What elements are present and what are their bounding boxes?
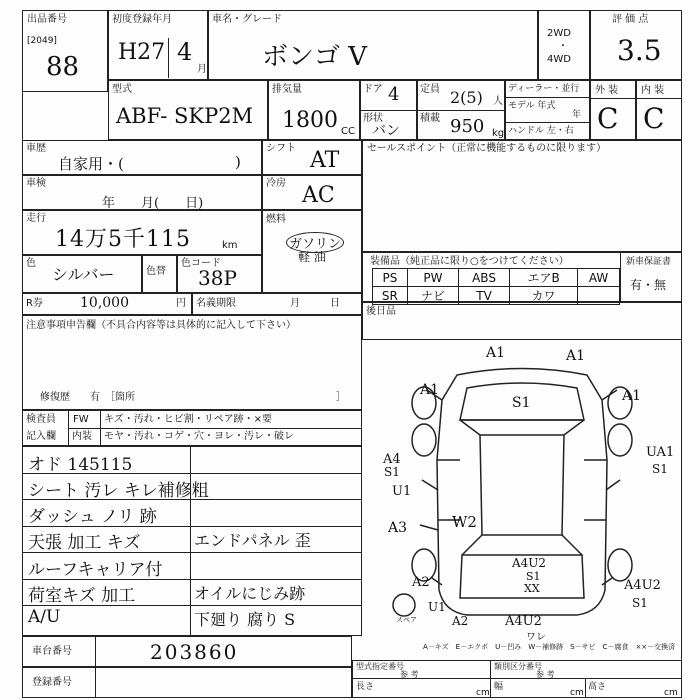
equip-sr: SR: [373, 287, 408, 305]
mark-11: A3: [388, 520, 408, 536]
inspector-line-1: キズ・汚れ・ヒビ割・リペア跡・×要: [104, 414, 272, 425]
height-unit: cm: [664, 688, 678, 698]
length-label: 長さ: [356, 682, 375, 692]
repair-label: 修復歴: [40, 392, 70, 403]
shift-value: AT: [310, 148, 340, 173]
mark-5: A1: [622, 388, 642, 404]
equip-leather: カワ: [510, 287, 578, 305]
shaken-value: 年 月( 日): [102, 196, 204, 211]
cc-unit: CC: [341, 126, 355, 137]
note-line-1: オド 145115: [28, 455, 133, 475]
model-value: ABF- SKP2M: [116, 104, 254, 128]
fuel-other: 軽 油: [298, 250, 326, 264]
equip-airbag: エアB: [510, 269, 578, 287]
equip-ps: PS: [373, 269, 408, 287]
mark-8: S1: [384, 465, 400, 479]
notes-label: 注意事項申告欄（不具合内容等は具体的に記入して下さい）: [26, 320, 296, 331]
inspector-tag-fw: FW: [73, 414, 89, 425]
note-line-2: シート 汚レ キレ補修粗: [28, 481, 209, 501]
note-line-3: ダッシュ ノリ 跡: [28, 507, 157, 527]
mark-18: S1: [632, 596, 648, 610]
chassis-value: 203860: [150, 640, 239, 664]
mileage-label: 走行: [26, 213, 46, 224]
doors-label: ドア: [363, 84, 383, 95]
interior-label: 内 装: [641, 85, 665, 96]
model-label: 型式: [112, 84, 132, 95]
drive-dot: ・: [558, 41, 568, 52]
mark-10: S1: [652, 462, 668, 476]
mark-3: S1: [512, 395, 531, 411]
mark-20: A2: [452, 614, 469, 628]
handle-label: ハンドル 左・右: [508, 126, 574, 136]
spec-number-label: 型式指定番号: [356, 662, 404, 671]
first-reg-year: H27: [118, 40, 166, 65]
year-unit: 年: [572, 110, 582, 120]
history-value: 自家用・(: [58, 155, 124, 173]
mileage-value: 14万5千115: [55, 227, 191, 252]
drive-2wd: 2WD: [547, 28, 571, 39]
capacity-value: 2(5): [450, 88, 483, 107]
color-swatch-label: 色替: [146, 266, 166, 277]
registration-label: 登録番号: [32, 677, 72, 688]
shift-label: シフト: [266, 143, 296, 154]
length-unit: cm: [476, 688, 490, 698]
history-label: 車歴: [26, 143, 46, 154]
mark-13: A2: [412, 575, 430, 590]
lot-number-label: 出品番号: [27, 14, 67, 25]
equip-pw: PW: [407, 269, 458, 287]
history-paren: ): [235, 153, 241, 171]
note-divider: [190, 446, 191, 636]
fuel-label: 燃料: [266, 214, 286, 225]
width-label: 幅: [494, 682, 504, 692]
mark-15: S1: [526, 570, 541, 583]
sales-point-cell: [362, 140, 682, 252]
mark-1: A1: [486, 345, 506, 361]
inspector-label-1: 検査員: [26, 414, 56, 425]
ac-value: AC: [302, 183, 335, 208]
chassis-label: 車台番号: [32, 646, 72, 657]
kg-unit: kg: [492, 128, 505, 139]
shaken-label: 車検: [26, 178, 46, 189]
doors-value: 4: [388, 84, 400, 105]
mark-12: W2: [452, 513, 477, 531]
mark-7: U1: [392, 484, 412, 499]
displacement-value: 1800: [282, 108, 338, 133]
drive-4wd: 4WD: [547, 54, 571, 65]
note-right-1: エンドパネル 歪: [194, 531, 311, 550]
color-label: 色: [26, 258, 36, 269]
mark-19: U1: [428, 600, 446, 614]
sales-point-label: セールスポイント（正常に機能するものに限ります）: [367, 143, 607, 154]
lot-number: 88: [46, 52, 80, 82]
capacity-label: 定員: [420, 84, 440, 95]
month-unit: 月: [197, 64, 207, 75]
km-unit: km: [222, 240, 238, 251]
note-right-3: 下廻り 腐り S: [194, 610, 296, 629]
class-ref: 参 考: [536, 670, 555, 679]
displacement-label: 排気量: [272, 84, 302, 95]
note-line-5: ルーフキャリア付: [28, 560, 163, 580]
color-code-label: 色コード: [181, 258, 221, 269]
mark-6: A4: [383, 452, 401, 467]
mark-21: A4U2: [505, 614, 542, 629]
equipment-table: [372, 268, 620, 305]
exterior-grade: C: [597, 102, 619, 135]
height-label: 高さ: [588, 682, 607, 692]
inspector-label-2: 記入欄: [26, 431, 56, 442]
equipment-label: 装備品（純正品に限り○をつけてください）: [370, 256, 569, 267]
mark-22: ワレ: [526, 632, 546, 643]
mark-16: XX: [524, 582, 540, 595]
inspector-line-2: モヤ・汚れ・コゲ・穴・ヨレ・汚レ・破レ: [104, 431, 294, 442]
rear-item-label: 後日品: [366, 306, 396, 317]
recycle-value: 10,000: [80, 295, 129, 311]
note-right-2: オイルにじみ跡: [194, 584, 306, 603]
shape-label: 形状: [363, 113, 383, 124]
mark-4: A1: [420, 382, 440, 398]
mark-2: A1: [566, 348, 586, 364]
fuel-value: ガソリン: [286, 232, 344, 253]
model-year-label: モデル 年式: [508, 101, 556, 111]
lot-small-code: [2049]: [27, 36, 57, 46]
term-value: 月 日: [290, 298, 340, 309]
dealer-label: ディーラー・並行: [508, 84, 580, 94]
ac-label: 冷房: [266, 178, 286, 189]
mark-17: A4U2: [624, 578, 661, 593]
shape-value: バン: [372, 123, 400, 139]
grade-value: 3.5: [617, 34, 662, 67]
note-line-7: A/U: [28, 607, 61, 627]
equip-navi: ナビ: [407, 287, 458, 305]
first-reg-label: 初度登録年月: [112, 14, 172, 25]
diagram-legend: A－キズ E－エクボ U－凹み W－補修跡 S－サビ C－腐食 ××－交換済: [423, 643, 676, 651]
mark-9: UA1: [646, 445, 675, 460]
note-line-4: 天張 加工 キズ: [28, 533, 141, 553]
term-label: 名義期限: [196, 298, 236, 309]
equip-tv: TV: [459, 287, 510, 305]
spare-label: スペア: [396, 616, 417, 624]
grade-label: 評 価 点: [612, 14, 649, 25]
yen-unit: 円: [176, 298, 186, 309]
equip-abs: ABS: [459, 269, 510, 287]
first-reg-month: 4: [177, 38, 193, 66]
rear-item-cell: [362, 302, 682, 340]
mark-14: A4U2: [512, 556, 547, 570]
interior-grade: C: [643, 102, 665, 135]
exterior-label: 外 装: [595, 85, 619, 96]
color-code-value: 38P: [198, 266, 237, 290]
warranty-label: 新車保証書: [626, 257, 672, 267]
person-unit: 人: [493, 96, 503, 107]
recycle-label: R券: [26, 298, 43, 309]
repair-close: ］: [336, 392, 346, 403]
car-name-label: 車名・グレード: [212, 14, 282, 25]
class-label: 類別区分番号: [494, 662, 542, 671]
load-label: 積載: [420, 113, 440, 124]
inspector-tag-interior: 内装: [72, 431, 92, 442]
repair-value: 有 ［箇所: [90, 392, 135, 403]
car-name: ボンゴ V: [262, 42, 368, 72]
color-value: シルバー: [52, 265, 115, 284]
spec-ref: 参 考: [400, 670, 419, 679]
note-line-6: 荷室キズ 加工: [28, 586, 136, 606]
warranty-value: 有・無: [630, 278, 667, 292]
load-value: 950: [450, 116, 485, 137]
width-unit: cm: [570, 688, 584, 698]
equip-aw: AW: [578, 269, 620, 287]
